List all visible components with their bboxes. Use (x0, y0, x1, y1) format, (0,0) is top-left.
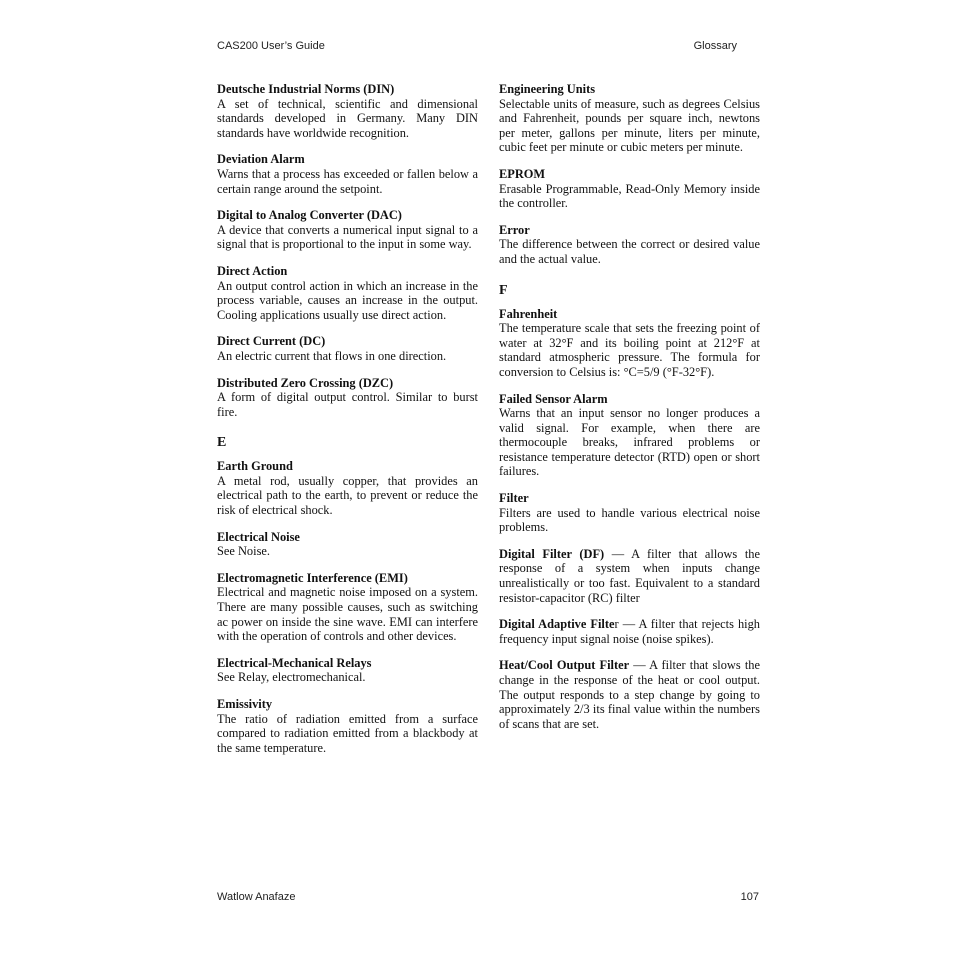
entry-term: EPROM (499, 166, 546, 181)
entry-definition: A metal rod, usually copper, that provides an electrical path to the earth, to prevent or reduce the risk of electrical shock. (217, 473, 478, 518)
entry-definition: A set of technical, scientific and dimensional standards developed in Germany. Many DIN standards have worldwide recognition. (217, 96, 478, 140)
subentry-definition: — A filter that allows the response of a system when inputs change unrealistically or too fast. Equivalent to a standard resistor-capacitor (RC) filter (499, 546, 760, 605)
entry-definition: See Relay, electromechanical. (217, 670, 366, 685)
glossary-entry (217, 264, 478, 322)
section-letter-f: F (499, 282, 508, 298)
subentry-term: Digital Filter (DF) (499, 546, 605, 561)
entry-definition: Warns that a process has exceeded or fallen below a certain range around the setpoint. (217, 166, 478, 196)
subentry-term: Heat/Cool Output Filter (499, 658, 630, 673)
entry-definition: The ratio of radiation emitted from a surface compared to radiation emitted from a blackbody at the same temperature. (217, 711, 478, 755)
entry-definition: An output control action in which an increase in the process variable, causes an increase in the output. Cooling applications usually use direct action. (217, 278, 478, 322)
entry-definition: Electrical and magnetic noise imposed on a system. There are many possible causes, such as switching ac power on inside the sine wave. EMI can interfere with the operation of controls and other devices. (217, 585, 478, 644)
glossary-entry (499, 223, 760, 267)
subentry-definition: — A filter that slows the change in the response of the heat or cool output. The output responds to a step change by going to approximately 2/3 its final value within the numbers of scans that are set. (499, 658, 760, 731)
entry-definition: Selectable units of measure, such as degrees Celsius and Fahrenheit, pounds per square inch, newtons per meter, gallons per minute, liters per minute, cubic feet per minute or cubic meters per minute. (499, 96, 760, 155)
subentry-definition: — A filter that rejects high frequency input signal noise (noise spikes). (499, 617, 760, 646)
entry-term: Filter (499, 491, 529, 506)
page-number: 107 (740, 891, 759, 903)
right-column (499, 82, 760, 743)
entry-term: Fahrenheit (499, 306, 558, 321)
filter-subentry (499, 658, 760, 731)
entry-definition: The difference between the correct or desired value and the actual value. (499, 237, 760, 266)
glossary-entry (217, 334, 478, 363)
subentry-term-tail: r (614, 617, 619, 632)
filter-subentry (499, 547, 760, 605)
glossary-entry (499, 167, 760, 211)
entry-term: Deviation Alarm (217, 152, 305, 167)
entry-term: Earth Ground (217, 459, 293, 474)
glossary-entry (217, 152, 478, 196)
entry-term: Digital to Analog Converter (DAC) (217, 208, 402, 223)
entry-term: Electromagnetic Interference (EMI) (217, 570, 408, 585)
entry-definition: A device that converts a numerical input signal to a signal that is proportional to the input in some way. (217, 222, 478, 252)
glossary-entry (217, 376, 478, 420)
entry-definition: The temperature scale that sets the freezing point of water at 32°F and its boiling point at 212°F at standard atmospheric pressure. The formula for conversion to Celsius is: °C=5/9 (°F-32°F). (499, 321, 760, 379)
entry-term: Direct Action (217, 263, 288, 278)
glossary-entry (217, 208, 478, 252)
glossary-entry (217, 82, 478, 140)
entry-term: Emissivity (217, 697, 273, 711)
glossary-entry (217, 530, 478, 559)
entry-term: Engineering Units (499, 82, 596, 96)
entry-definition: Filters are used to handle various electrical noise problems. (499, 505, 760, 535)
glossary-entry (499, 307, 760, 380)
footer-publisher: Watlow Anafaze (217, 891, 296, 903)
entry-term: Distributed Zero Crossing (DZC) (217, 375, 394, 390)
entry-definition: Erasable Programmable, Read-Only Memory inside the controller. (499, 181, 760, 211)
entry-term: Electrical-Mechanical Relays (217, 655, 372, 670)
entry-term: Deutsche Industrial Norms (DIN) (217, 82, 395, 96)
subentry-term: Digital Adaptive Filte (499, 617, 615, 632)
glossary-entry (217, 656, 478, 685)
entry-definition: A form of digital output control. Similar to burst fire. (217, 390, 478, 419)
entry-term: Failed Sensor Alarm (499, 391, 608, 406)
entry-term: Electrical Noise (217, 529, 300, 544)
entry-definition: See Noise. (217, 544, 270, 559)
glossary-entry (499, 82, 760, 155)
entry-term: Error (499, 222, 530, 237)
left-column (217, 82, 478, 767)
glossary-entry (499, 392, 760, 480)
entry-term: Direct Current (DC) (217, 334, 326, 349)
running-header-section: Glossary (693, 40, 737, 52)
glossary-entry (499, 491, 760, 535)
glossary-entry (217, 571, 478, 644)
glossary-entry (217, 697, 478, 755)
entry-definition: Warns that an input sensor no longer produces a valid signal. For example, when there are thermocouple breaks, infrared problems or resistance temperature detector (RTD) open or short failures. (499, 406, 760, 479)
filter-subentry (499, 617, 760, 646)
running-header-title: CAS200 User’s Guide (217, 40, 325, 52)
section-letter-e: E (217, 435, 227, 451)
entry-definition: An electric current that flows in one direction. (217, 348, 447, 363)
glossary-entry (217, 459, 478, 517)
